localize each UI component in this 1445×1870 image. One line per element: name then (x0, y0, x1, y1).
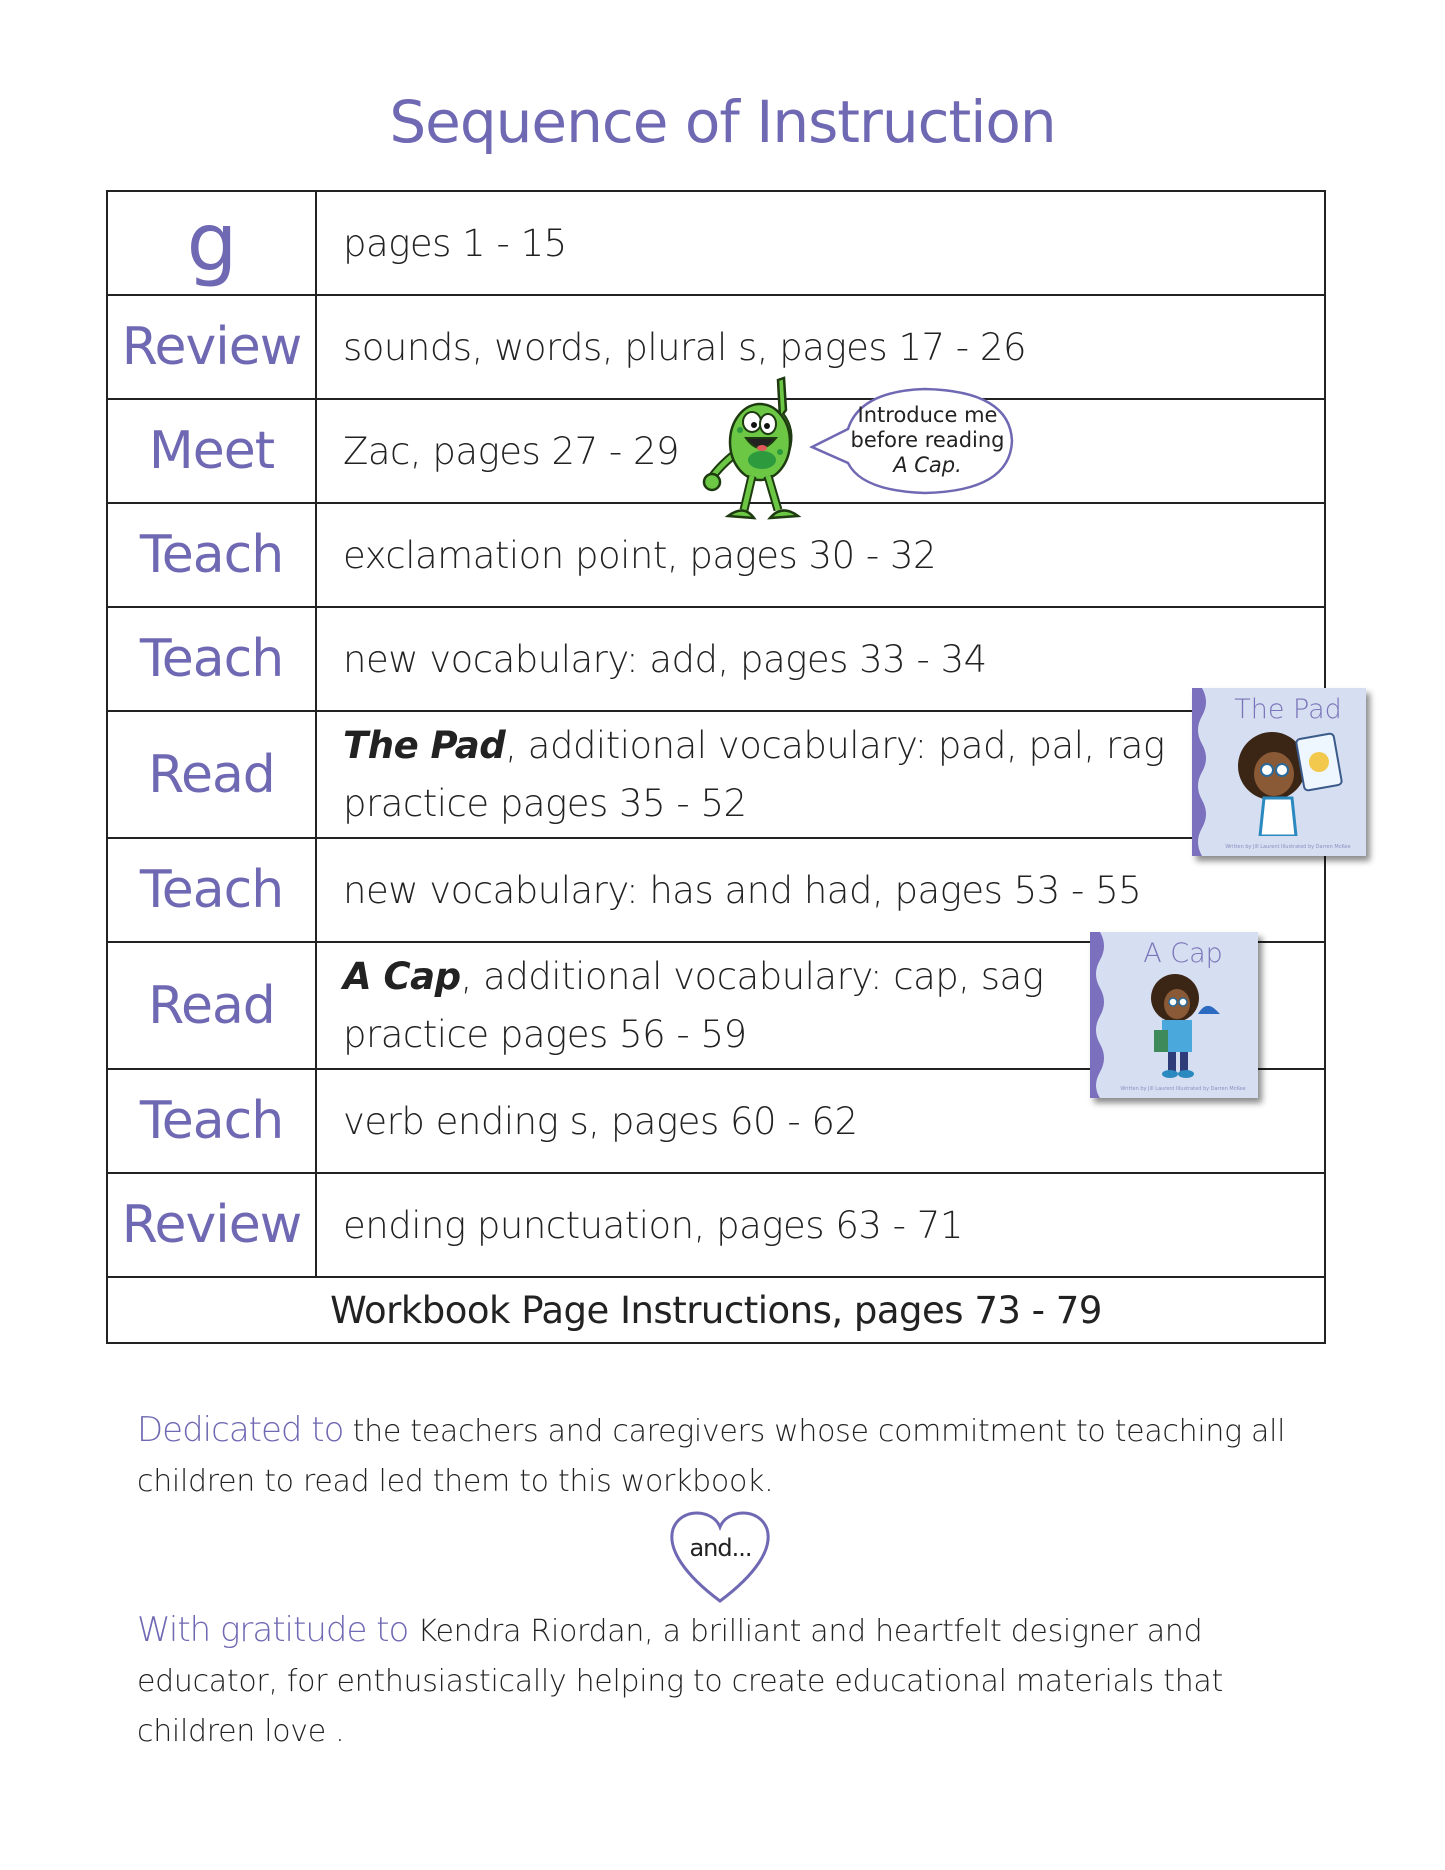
book-title: The Pad (343, 723, 506, 767)
row-label: Teach (107, 607, 316, 711)
row-description: Zac, pages 27 - 29 (316, 399, 1325, 503)
row-text: , additional vocabulary: pad, pal, rag (505, 723, 1165, 767)
bubble-line: before reading (850, 428, 1005, 452)
book-cover-a-cap (1090, 932, 1258, 1098)
row-label: Review (107, 295, 316, 399)
row-text-line2: practice pages 35 - 52 (343, 781, 747, 825)
bubble-line: Introduce me (857, 403, 998, 427)
row-description: pages 1 - 15 (316, 191, 1325, 295)
child-with-cap-icon (1120, 970, 1250, 1080)
row-description (316, 711, 1325, 838)
sequence-table (106, 190, 1326, 1344)
row-text-line2: practice pages 56 - 59 (343, 1012, 747, 1056)
row-description: verb ending s, pages 60 - 62 (316, 1069, 1325, 1173)
book-cover-the-pad (1192, 688, 1366, 856)
row-description: new vocabulary: add, pages 33 - 34 (316, 607, 1325, 711)
row-description: ending punctuation, pages 63 - 71 (316, 1173, 1325, 1277)
book-cover-title: The Pad (1234, 694, 1342, 725)
row-description: sounds, words, plural s, pages 17 - 26 (316, 295, 1325, 399)
gratitude-lead: With gratitude to (137, 1610, 409, 1650)
heart-text: and... (689, 1534, 752, 1562)
table-row (107, 607, 1325, 711)
row-label: Review (107, 1173, 316, 1277)
speech-bubble-text (840, 403, 1015, 478)
wavy-spine-icon (1192, 688, 1210, 856)
page-title: Sequence of Instruction (389, 88, 1056, 156)
child-with-notepad-icon (1222, 726, 1352, 836)
workbook-instructions-row: Workbook Page Instructions, pages 73 - 79 (107, 1277, 1325, 1343)
row-label: Teach (107, 503, 316, 607)
wavy-spine-icon (1090, 932, 1108, 1098)
book-cover-credit: Written by Jill Laurent Illustrated by Darren McKee (1225, 844, 1351, 850)
row-description: exclamation point, pages 30 - 32 (316, 503, 1325, 607)
table-row (107, 191, 1325, 295)
row-description: new vocabulary: has and had, pages 53 - 55 (316, 838, 1325, 942)
book-cover-title: A Cap (1143, 938, 1223, 969)
row-label: Read (107, 711, 316, 838)
row-label: Read (107, 942, 316, 1069)
gratitude-text: Kendra Riordan, a brilliant and heartfelt designer and educator, for enthusiastically helping to create educational materials that children love . (137, 1614, 1223, 1749)
row-text: , additional vocabulary: cap, sag (460, 954, 1044, 998)
table-row-footer (107, 1277, 1325, 1343)
table-row (107, 711, 1325, 838)
row-label: g (107, 191, 316, 295)
table-row (107, 838, 1325, 942)
book-title: A Cap (343, 954, 461, 998)
book-cover-credit: Written by Jill Laurent Illustrated by Darren McKee (1120, 1086, 1246, 1092)
row-label: Meet (107, 399, 316, 503)
row-label: Teach (107, 838, 316, 942)
gratitude-paragraph (137, 1605, 1337, 1757)
bubble-line: A Cap. (893, 453, 962, 477)
row-label: Teach (107, 1069, 316, 1173)
table-row (107, 1173, 1325, 1277)
dedication-lead: Dedicated to (137, 1410, 344, 1450)
dedication-text: the teachers and caregivers whose commitment to teaching all children to read led them to this workbook. (137, 1414, 1286, 1499)
dedication-paragraph (137, 1405, 1337, 1507)
